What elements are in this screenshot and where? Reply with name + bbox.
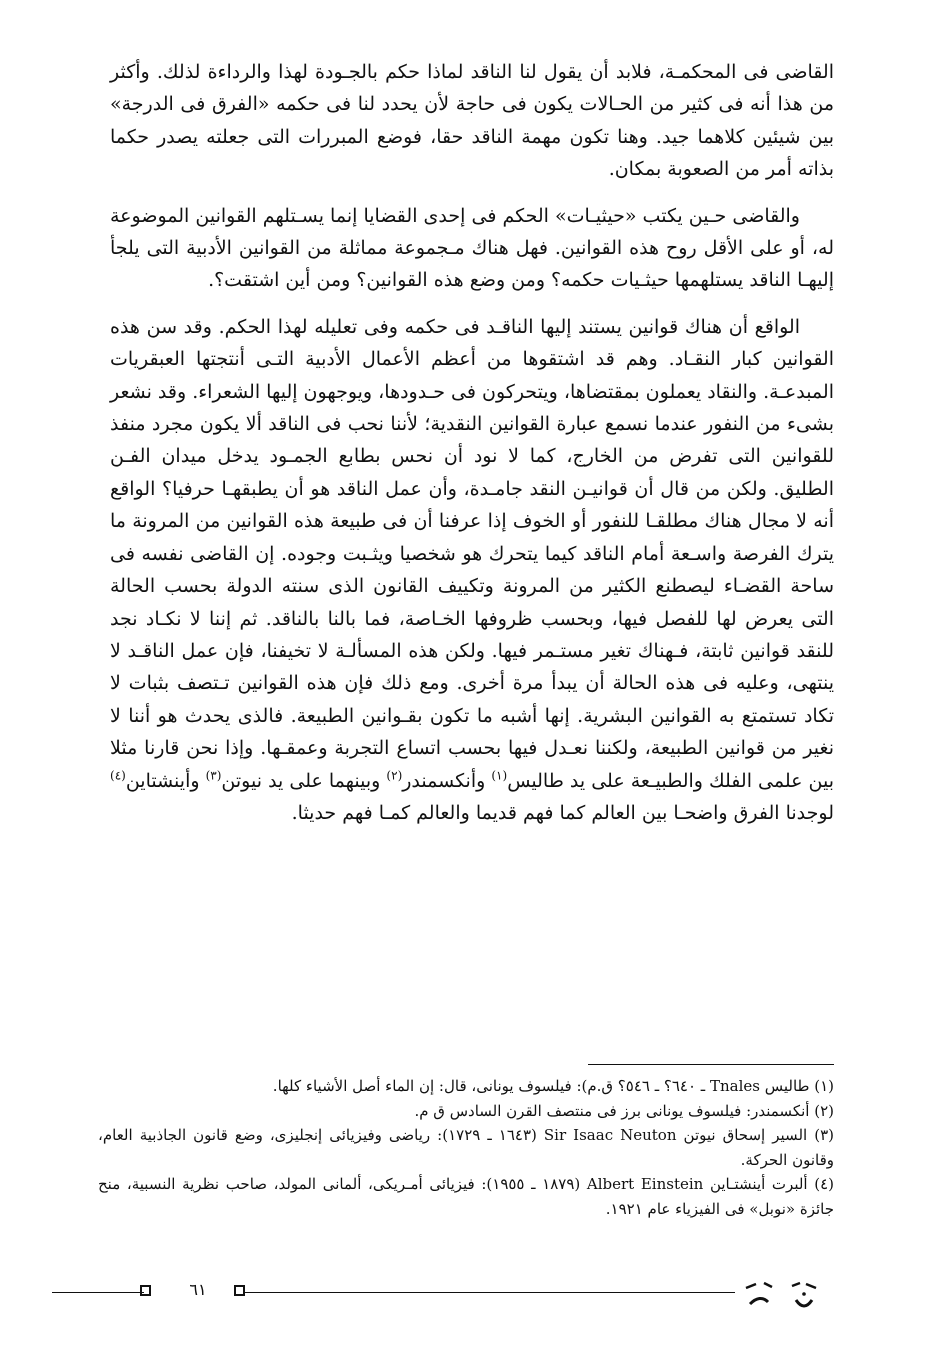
paragraph-3-part-c: وبينهما على يد نيوتن xyxy=(221,769,387,792)
footer-line-right xyxy=(245,1292,735,1293)
footnote-2: (٢) أنكسمندر: فيلسوف يونانى برز فى منتصف القرن السادس ق م. xyxy=(414,1101,834,1120)
footer-square-left xyxy=(140,1285,151,1296)
page-number: ٦١ xyxy=(189,1280,207,1299)
paragraph-1: القاضى فى المحكمـة، فلابد أن يقول لنا الناقد لماذا حكم بالجـودة لهذا والرداءة لذلك. وأكثر من هذا أنه فى كثير من الحـالات يكون فى حاجة لأن يحدد لنا فى حكمه «الفرق فى الدرجة» بين شيئين كلاهما جيد. وهنا تكون مهمة الناقد حقا، فوضع المبررات التى جعلته يصدر حكما بذاته أمر من الصعوبة بمكان. xyxy=(110,61,834,181)
paragraph-3-part-d: وأينشتاين xyxy=(125,769,206,792)
ornament-icon xyxy=(744,1278,824,1318)
footnote-ref-3: (٣) xyxy=(205,768,222,783)
footnote-ref-2: (٢) xyxy=(386,768,403,783)
paragraph-3-part-b: وأنكسمندر xyxy=(402,769,492,792)
paragraph-3 xyxy=(110,311,834,830)
footnote-3: (٣) السير إسحاق نيوتن Sir Isaac Neuton (١٦٤٣ ـ ١٧٢٩): رياضى وفيزيائى إنجليزى، وضع قانون الجاذبية العام، وقانون الحركة. xyxy=(98,1126,834,1169)
main-text xyxy=(110,56,834,843)
footnotes xyxy=(98,1074,834,1221)
footnote-4: (٤) ألبرت أينشتـاين Albert Einstein (١٨٧٩ ـ ١٩٥٥): فيزيائى أمـريكى، ألمانى المولد، صاحب نظرية النسبية، منح جائزة «نوبل» فى الفيزياء عام ١٩٢١. xyxy=(98,1175,835,1218)
paragraph-3-part-e: لوجدنا الفرق واضحـا بين العالم كما فهم قديما والعالم كمـا فهم حديثا. xyxy=(291,801,834,824)
footnote-1: (١) طاليس Tnales ـ ٦٤٠؟ ـ ٥٤٦؟ ق.م): فيلسوف يونانى، قال: إن الماء أصل الأشياء كلها. xyxy=(272,1077,834,1095)
paragraph-3-part-a: الواقع أن هناك قوانين يستند إليها الناقـد فى حكمه وفى تعليله لهذا الحكم. وقد سن هذه القوانين كبار النقـاد. وهم قد اشتقوها من أعظم الأعمال الأدبية التـى أنتجتها العبقريات المبدعـة. والنقاد يعملون بمقتضاها، ويتحركون فى حـدودها، ويوجهون إليها الشعراء. وقد نشعر بشىء من النفور عندما نسمع عبارة القوانين النقدية؛ لأننا نحب فى الناقد ألا يكون مجرد منفذ للقوانين التى تفرض من الخارج، كما لا نود أن نحس بطابع الجمـود يدخل ميدان الفـن الطليق. ولكن من قال أن قوانيـن النقد جامـدة، وأن عمل الناقد هو أن يطبقهـا حرفيا؟ الواقع أنه لا مجال هناك مطلقـا للنفور أو الخوف إذا عرفنا أن فى طبيعة هذه القوانين من المرونة ما يترك الفرصة واسـعة أمام الناقد كيما يتحرك هو شخصيا ويثـبت وجوده. إن القاضى نفسه فى ساحة القضـاء ليصطنع الكثير من المرونة وتكييف القانون الذى سنته الدولة بحسب الحالة التى يعرض لها للفصل فيها، وبحسب ظروفها الخـاصة، فما بالنا بالناقد. ثم إننا لا نكـاد نجد للنقد قوانين ثابتة، فـهناك تغير مستـمر فيها. ولكن هذه المسألـة لا تخيفنا، فإن عمل الناقـد لا ينتهى، وعليه فى هذه الحالة أن يبدأ مرة أخرى. ومع ذلك فإن هذه القوانين تـتصف بثبات لا تكاد تستمتع به القوانين البشرية. إنها أشبه ما تكون بقـوانين الطبيعة. فالذى يحدث هو أننا لا نغير من قوانين الطبيعة، ولكننا نعـدل فيها بحسب اتساع التجربة وعمقـها. وإذا نحن قارنا مثلا بين علمى الفلك والطبيـعة على يد طاليس xyxy=(110,315,835,792)
paragraph-2: والقاضى حـين يكتب «حيثيـات» الحكم فى إحدى القضايا إنما يسـتلهم القوانين الموضوعة له، أو على الأقل روح هذه القوانين. فهل هناك مـجموعة مماثلة من القوانين الأدبية التى يلجأ إليهـا الناقد يستلهمها حيثـيات حكمه؟ ومن وضع هذه القوانين؟ ومن أين اشتقت؟. xyxy=(110,204,834,292)
footnote-ref-1: (١) xyxy=(491,768,508,783)
page-footer xyxy=(0,1280,926,1320)
footer-line-left xyxy=(52,1292,144,1293)
footnote-ref-4: (٤) xyxy=(110,768,126,783)
footnote-separator xyxy=(588,1064,834,1065)
footer-square-right xyxy=(234,1285,245,1296)
